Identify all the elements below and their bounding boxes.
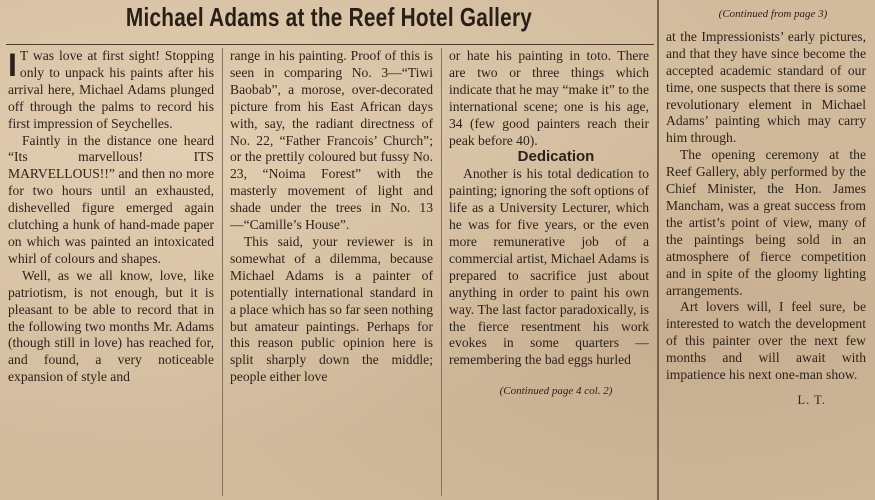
paragraph: Faintly in the distance one heard “Its marvellous! ITS MARVELLOUS!!” and then no more for two hours until an exhausted, dishevelled figure emerged again clutching a hunk of hand-made paper on which was painted an intoxicated whirl of colours and shapes. [8, 132, 214, 266]
paragraph: range in his painting. Proof of this is seen in comparing No. 3—“Tiwi Baobab”, a morose, over-decorated picture from his East African days with, say, the radiant directness of No. 22, “Father Francois’ Church”; or the prettily coloured but fussy No. 23, “Noima Forest” with the masterly movement of light and shade under the trees in No. 13—“Camille’s House”. [230, 48, 433, 233]
column-2 [230, 48, 433, 496]
subhead: Dedication [517, 148, 595, 166]
paragraph: or hate his painting in toto. There are two or three things which indicate that he may “make it” to the international scene; one is his age, 34 (few good painters reach their peak before 40). [449, 48, 649, 148]
paragraph: Another is his total dedication to painting; ignoring the soft options of life as a University Lecturer, which he was for five years, or the even more remunerative job of a commercial artist, Michael Adams is prepared to sacrifice just about anything in order to paint his own way. The last factor paradoxically, is the fierce resentment his work evokes in some quarters — remembering the bad eggs hurled [449, 166, 649, 368]
paragraph: I T was love at first sight! Stopping only to unpack his paints after his arrival here, Michael Adams plunged off through the palms to record his first impression of Seychelles. [8, 48, 214, 131]
paragraph: Art lovers will, I feel sure, be interested to watch the development of this painter over the next few months and will await with impatience his next one-man show. [666, 299, 866, 383]
paragraph: at the Impressionists’ early pictures, and that they have since become the accepted academic standard of our time, one suspects that there is some revolutionary element in Michael Adams’ painting which may carry him through. [666, 28, 866, 146]
paragraph: This said, your reviewer is in somewhat of a dilemma, because Michael Adams is a painter of potentially international standard in a place which has so far seen nothing but amateur paintings. Perhaps for this reason public opinion here is split sharply down the middle; people either love [230, 233, 433, 385]
column-divider [222, 48, 223, 496]
continued-note: (Continued from page 3) [718, 8, 828, 20]
drop-cap: I [8, 48, 17, 83]
paragraph: Well, as we all know, love, like patriotism, is not enough, but it is pleasant to be able to record that in the following two months Mr. Adams (though still in love) has reached for, and found, a very noticeable expansion of style and [8, 267, 214, 385]
column-1 [8, 48, 214, 496]
column-divider-double [657, 0, 659, 500]
headline: Michael Adams at the Reef Hotel Gallery [125, 2, 533, 32]
author-signoff: L. T. [797, 392, 826, 407]
column-divider [441, 48, 442, 496]
paragraph: The opening ceremony at the Reef Gallery, ably performed by the Chief Minister, the Hon. James Mancham, was a great success from the artist’s point of view, many of the paintings being sold in an atmosphere of fierce competition and in spite of the gloomy lighting arrangements. [666, 147, 866, 298]
column-4 [666, 6, 866, 496]
continued-note: (Continued page 4 col. 2) [499, 385, 613, 398]
headline-rule [6, 44, 654, 45]
column-3 [449, 48, 649, 496]
